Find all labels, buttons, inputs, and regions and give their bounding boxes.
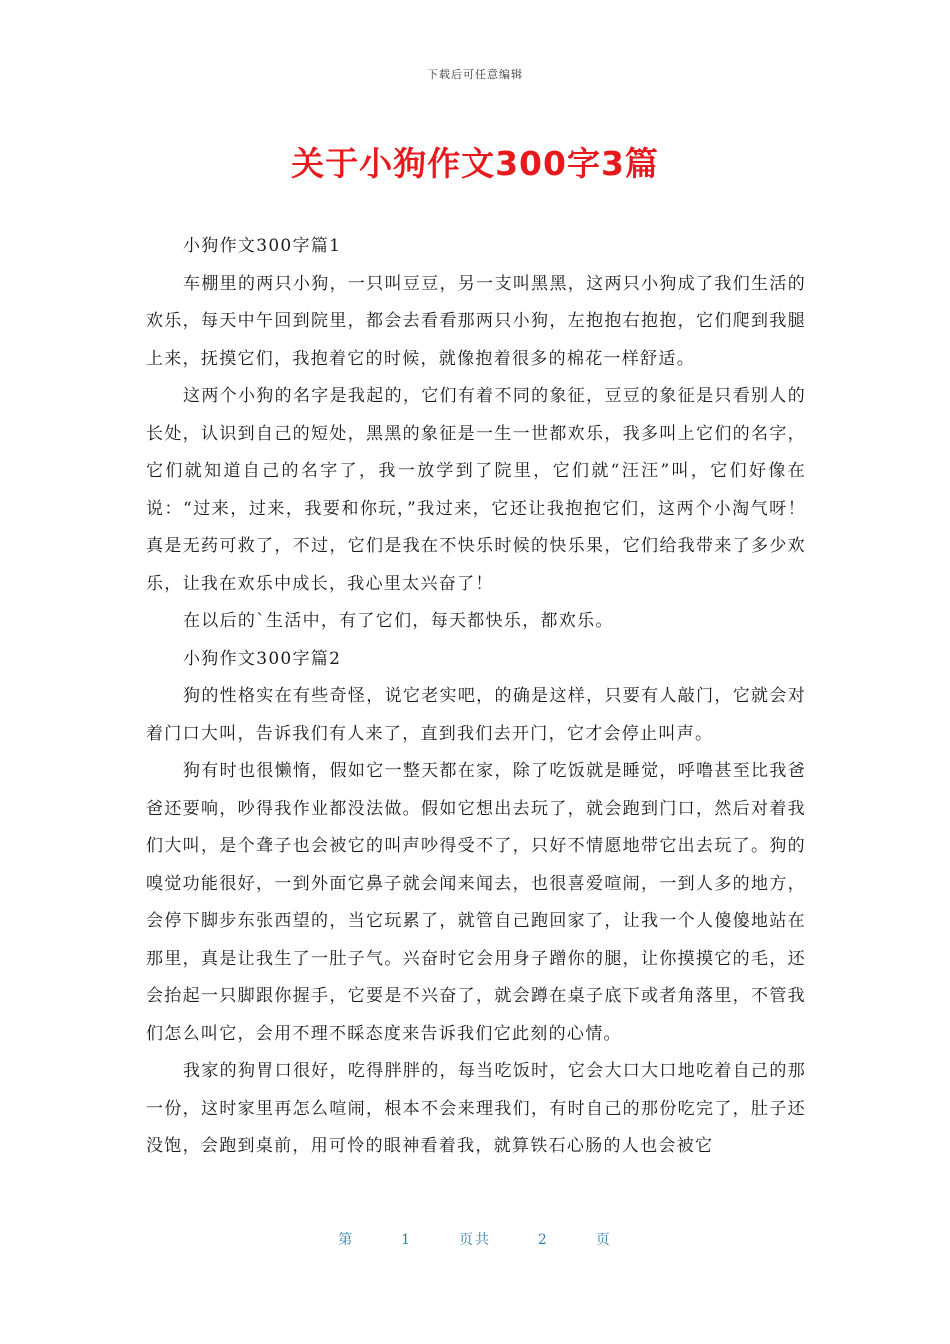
body-paragraph: 狗有时也很懒惰，假如它一整天都在家，除了吃饭就是睡觉，呼噜甚至比我爸爸还要响，吵得我作业都没法做。假如它想出去玩了，就会跑到门口，然后对着我们大叫，是个聋子也会被它的叫声吵得受不了，只好不情愿地带它出去玩了。狗的嗅觉功能很好，一到外面它鼻子就会闻来闻去，也很喜爱喧闹，一到人多的地方，会停下脚步东张西望的，当它玩累了，就管自己跑回家了，让我一个人傻傻地站在那里，真是让我生了一肚子气。兴奋时它会用身子蹭你的腿，让你摸摸它的毛，还会抬起一只脚跟你握手，它要是不兴奋了，就会蹲在桌子底下或者角落里，不管我们怎么叫它，会用不理不睬态度来告诉我们它此刻的心情。: [146, 761, 806, 1044]
footer-page-number: 1: [401, 1232, 413, 1248]
body-paragraph: 在以后的`生活中，有了它们，每天都快乐，都欢乐。: [183, 611, 614, 631]
section-heading-1: 小狗作文300字篇1: [183, 236, 342, 256]
page-header-note: 下载后可任意编辑: [427, 68, 523, 81]
page-footer: [0, 1229, 950, 1249]
body-paragraph: 车棚里的两只小狗，一只叫豆豆，另一支叫黑黑，这两只小狗成了我们生活的欢乐，每天中午回到院里，都会去看看那两只小狗，左抱抱右抱抱，它们爬到我腿上来，抚摸它们，我抱着它的时候，就像抱着很多的棉花一样舒适。: [146, 273, 806, 369]
footer-suffix: 页: [595, 1232, 612, 1248]
document-title: 关于小狗作文300字3篇: [291, 144, 659, 183]
footer-middle: 页共: [459, 1232, 491, 1248]
section-heading-2: 小狗作文300字篇2: [183, 648, 342, 669]
footer-total-pages: 2: [537, 1232, 549, 1248]
document-body: [146, 228, 806, 1166]
footer-prefix: 第: [338, 1232, 355, 1248]
body-paragraph: 狗的性格实在有些奇怪，说它老实吧，的确是这样，只要有人敲门，它就会对着门口大叫，告诉我们有人来了，直到我们去开门，它才会停止叫声。: [146, 686, 806, 744]
body-paragraph: 这两个小狗的名字是我起的，它们有着不同的象征，豆豆的象征是只看别人的长处，认识到自己的短处，黑黑的象征是一生一世都欢乐，我多叫上它们的名字，它们就知道自己的名字了，我一放学到了院里，它们就“汪汪”叫，它们好像在说：“过来，过来，我要和你玩，”我过来，它还让我抱抱它们，这两个小淘气呀！真是无药可救了，不过，它们是我在不快乐时候的快乐果，它们给我带来了多少欢乐，让我在欢乐中成长，我心里太兴奋了！: [146, 386, 806, 594]
body-paragraph: 我家的狗胃口很好，吃得胖胖的，每当吃饭时，它会大口大口地吃着自己的那一份，这时家里再怎么喧闹，根本不会来理我们，有时自己的那份吃完了，肚子还没饱，会跑到桌前，用可怜的眼神看着我，就算铁石心肠的人也会被它: [146, 1061, 806, 1156]
